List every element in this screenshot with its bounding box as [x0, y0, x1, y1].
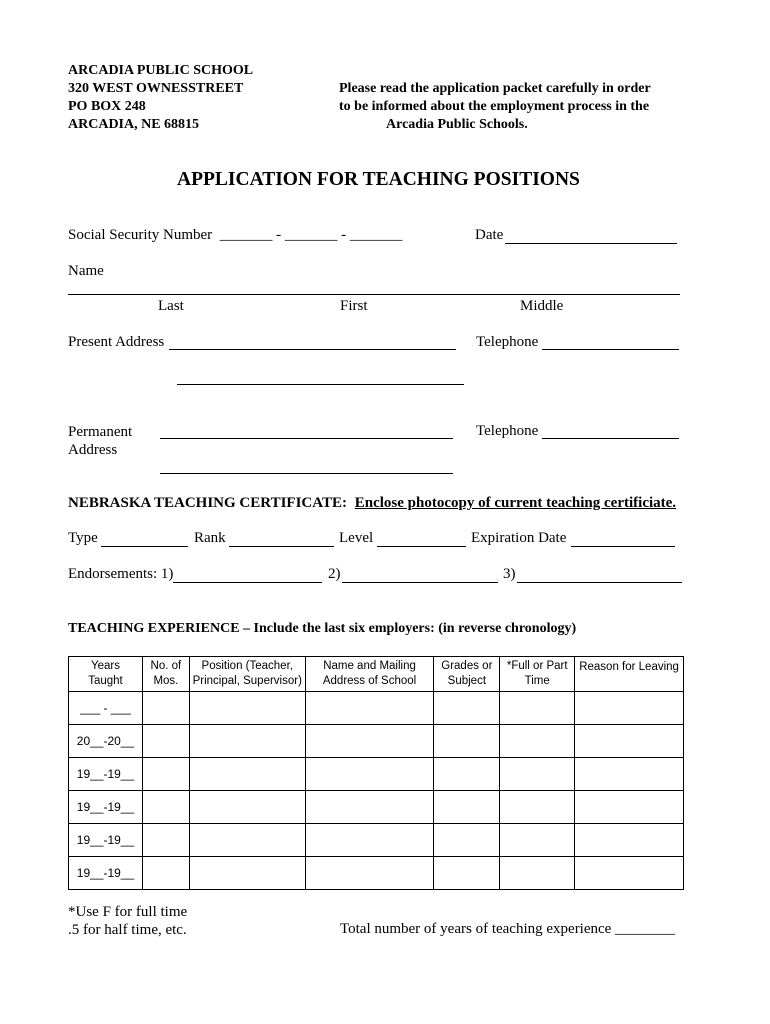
reason-cell[interactable] [575, 692, 684, 725]
time-cell[interactable] [500, 857, 575, 890]
reason-cell[interactable] [575, 824, 684, 857]
footnote-line-1: *Use F for full time [68, 904, 188, 920]
years-cell[interactable]: 19__-19__ [69, 758, 143, 791]
grades-cell[interactable] [434, 758, 500, 791]
endorsement-2-label: 2) [328, 566, 341, 582]
reason-cell[interactable] [575, 857, 684, 890]
date-label: Date [475, 227, 504, 243]
certificate-instruction: Enclose photocopy of current teaching certificiate. [354, 495, 677, 511]
name-last-label: Last [158, 298, 184, 314]
months-cell[interactable] [142, 857, 189, 890]
present-telephone-field[interactable] [542, 349, 679, 350]
date-field[interactable] [505, 243, 677, 244]
notice-line: Arcadia Public Schools. [386, 117, 528, 132]
years-cell[interactable]: 19__-19__ [69, 857, 143, 890]
name-middle-label: Middle [520, 298, 564, 314]
permanent-telephone-label: Telephone [476, 423, 539, 439]
permanent-label: Permanent [68, 424, 133, 440]
col-school-address: Name and Mailing Address of School [305, 657, 434, 692]
col-years-taught: Years Taught [69, 657, 143, 692]
present-address-line-2[interactable] [177, 384, 464, 385]
cert-type-label: Type [68, 530, 98, 546]
notice-line: to be informed about the employment process in the [339, 99, 650, 114]
school-cell[interactable] [305, 725, 434, 758]
cert-rank-field[interactable] [229, 546, 334, 547]
endorsement-3-label: 3) [503, 566, 516, 582]
grades-cell[interactable] [434, 824, 500, 857]
grades-cell[interactable] [434, 791, 500, 824]
experience-heading: TEACHING EXPERIENCE – Include the last six employers: (in reverse chronology) [68, 621, 577, 636]
time-cell[interactable] [500, 725, 575, 758]
years-cell[interactable]: 19__-19__ [69, 791, 143, 824]
grades-cell[interactable] [434, 725, 500, 758]
table-row [69, 857, 684, 890]
certificate-heading [68, 495, 676, 512]
ssn-label-text: Social Security Number [68, 227, 213, 243]
cert-level-field[interactable] [377, 546, 466, 547]
col-position: Position (Teacher, Principal, Supervisor) [189, 657, 305, 692]
endorsement-2-field[interactable] [342, 582, 498, 583]
cert-level-label: Level [339, 530, 374, 546]
school-cell[interactable] [305, 758, 434, 791]
permanent-address-line-2[interactable] [160, 473, 453, 474]
cert-expiration-label: Expiration Date [471, 530, 567, 546]
table-row [69, 824, 684, 857]
total-experience-label[interactable]: Total number of years of teaching experience ________ [340, 921, 676, 937]
position-cell[interactable] [189, 725, 305, 758]
name-field[interactable] [68, 294, 680, 295]
reason-cell[interactable] [575, 758, 684, 791]
present-address-label: Present Address [68, 334, 165, 350]
table-row [69, 692, 684, 725]
table-row [69, 758, 684, 791]
position-cell[interactable] [189, 824, 305, 857]
school-address [68, 62, 253, 134]
col-full-part-time: *Full or Part Time [500, 657, 575, 692]
position-cell[interactable] [189, 692, 305, 725]
present-telephone-label: Telephone [476, 334, 539, 350]
school-cell[interactable] [305, 857, 434, 890]
years-cell[interactable]: 19__-19__ [69, 824, 143, 857]
position-cell[interactable] [189, 857, 305, 890]
cert-type-field[interactable] [101, 546, 188, 547]
address-line: PO BOX 248 [68, 99, 146, 114]
col-grades-subject: Grades or Subject [434, 657, 500, 692]
footnote-line-2: .5 for half time, etc. [68, 922, 187, 938]
months-cell[interactable] [142, 692, 189, 725]
footnote [68, 903, 187, 939]
time-cell[interactable] [500, 791, 575, 824]
permanent-address-label [68, 423, 132, 459]
time-cell[interactable] [500, 758, 575, 791]
ssn-label [68, 227, 402, 244]
cert-expiration-field[interactable] [571, 546, 675, 547]
endorsements-label: Endorsements: 1) [68, 566, 174, 582]
endorsement-1-field[interactable] [173, 582, 322, 583]
time-cell[interactable] [500, 692, 575, 725]
school-cell[interactable] [305, 824, 434, 857]
school-cell[interactable] [305, 791, 434, 824]
experience-header-row [69, 657, 684, 692]
months-cell[interactable] [142, 725, 189, 758]
address-line: 320 WEST OWNESSTREET [68, 81, 244, 96]
table-row [69, 725, 684, 758]
name-first-label: First [340, 298, 368, 314]
position-cell[interactable] [189, 758, 305, 791]
permanent-address-field[interactable] [160, 438, 453, 439]
certificate-heading-text: NEBRASKA TEACHING CERTIFICATE: [68, 495, 347, 511]
address-line: ARCADIA PUBLIC SCHOOL [68, 63, 254, 78]
col-months: No. of Mos. [142, 657, 189, 692]
grades-cell[interactable] [434, 692, 500, 725]
endorsement-3-field[interactable] [517, 582, 682, 583]
address-label: Address [68, 442, 118, 458]
time-cell[interactable] [500, 824, 575, 857]
months-cell[interactable] [142, 791, 189, 824]
reason-cell[interactable] [575, 725, 684, 758]
grades-cell[interactable] [434, 857, 500, 890]
present-address-field[interactable] [169, 349, 456, 350]
name-label: Name [68, 263, 104, 279]
ssn-field[interactable]: _______ - _______ - _______ [219, 227, 403, 243]
reason-cell[interactable] [575, 791, 684, 824]
years-cell[interactable]: ___ - ___ [69, 692, 143, 725]
years-cell[interactable]: 20__-20__ [69, 725, 143, 758]
cert-rank-label: Rank [194, 530, 226, 546]
permanent-telephone-field[interactable] [542, 438, 679, 439]
table-row [69, 791, 684, 824]
school-cell[interactable] [305, 692, 434, 725]
notice-text [339, 80, 651, 134]
experience-table [68, 656, 684, 890]
col-reason-leaving: Reason for Leaving [575, 657, 684, 692]
months-cell[interactable] [142, 824, 189, 857]
notice-line: Please read the application packet carefully in order [339, 81, 651, 96]
page-title: APPLICATION FOR TEACHING POSITIONS [177, 169, 580, 190]
position-cell[interactable] [189, 791, 305, 824]
address-line: ARCADIA, NE 68815 [68, 117, 200, 132]
months-cell[interactable] [142, 758, 189, 791]
